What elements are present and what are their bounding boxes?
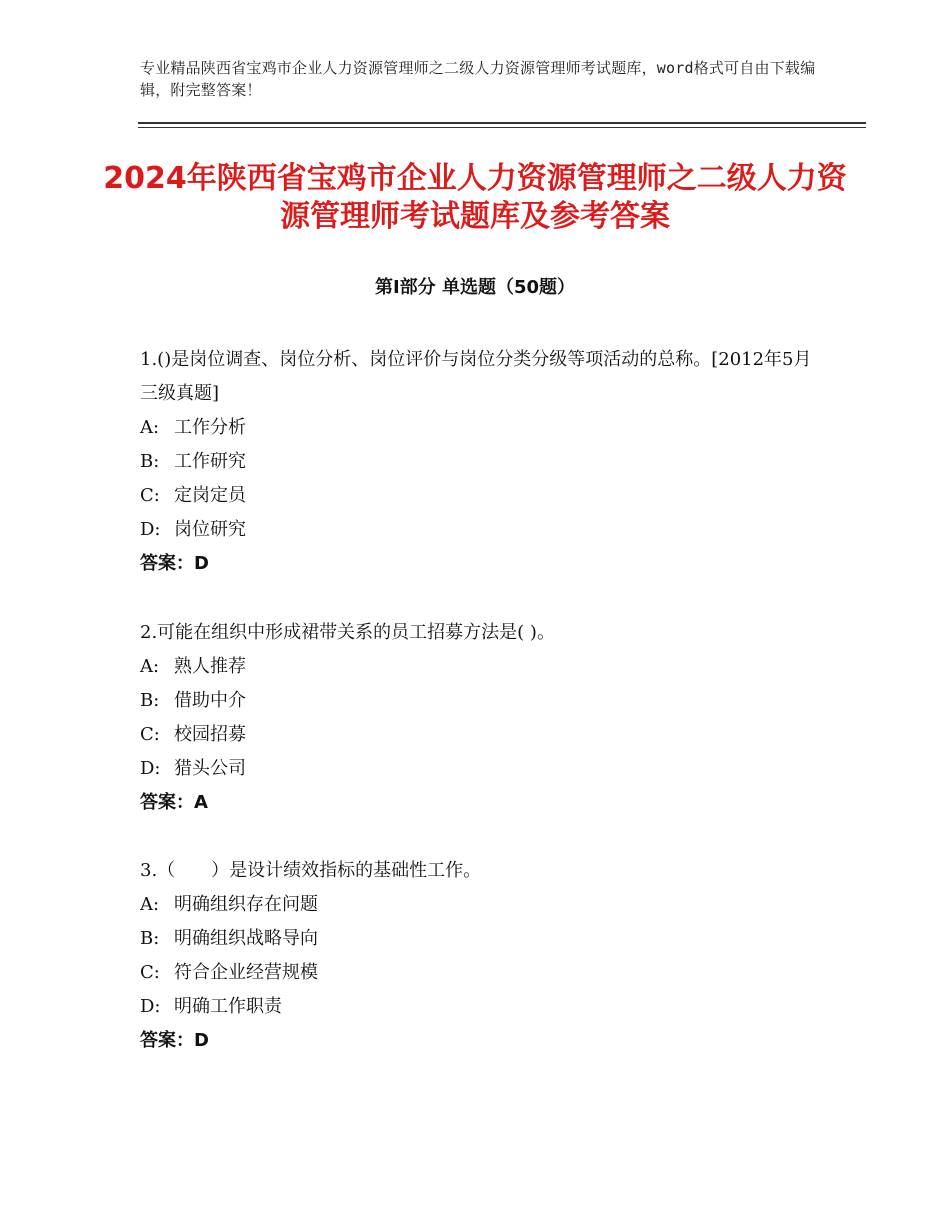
option-d <box>140 990 820 1024</box>
answer-line: 答案：D <box>140 553 209 574</box>
option-letter: D: <box>140 758 161 779</box>
option-text: 明确工作职责 <box>174 996 282 1017</box>
option-text: 借助中介 <box>174 690 246 711</box>
question-stem: 3.（ ）是设计绩效指标的基础性工作。 <box>140 860 482 881</box>
option-text: 符合企业经营规模 <box>174 962 318 983</box>
header-note: 专业精品陕西省宝鸡市企业人力资源管理师之二级人力资源管理师考试题库，word格式可自由下载编辑，附完整答案！ <box>140 59 816 99</box>
option-d <box>140 752 820 786</box>
question-2 <box>140 616 820 820</box>
option-text: 猎头公司 <box>174 758 246 779</box>
question-stem: 1.()是岗位调查、岗位分析、岗位评价与岗位分类分级等项活动的总称。[2012年5月三级真题] <box>140 349 812 404</box>
option-text: 工作研究 <box>174 451 246 472</box>
option-letter: A: <box>140 656 160 677</box>
option-letter: D: <box>140 996 161 1017</box>
option-text: 校园招募 <box>174 724 246 745</box>
question-3 <box>140 854 820 1058</box>
section-heading: 第Ⅰ部分 单选题（50题） <box>374 277 575 298</box>
answer-line: 答案：D <box>140 1030 209 1051</box>
option-letter: B: <box>140 451 160 472</box>
option-text: 岗位研究 <box>174 519 246 540</box>
header-divider-thin <box>138 127 866 128</box>
option-letter: D: <box>140 519 161 540</box>
question-stem: 2.可能在组织中形成裙带关系的员工招募方法是( )。 <box>140 622 555 643</box>
option-a <box>140 650 820 684</box>
option-letter: A: <box>140 417 160 438</box>
option-b <box>140 684 820 718</box>
option-a <box>140 888 820 922</box>
option-b <box>140 922 820 956</box>
option-c <box>140 718 820 752</box>
option-text: 工作分析 <box>174 417 246 438</box>
header-divider-thick <box>138 122 866 124</box>
option-b <box>140 445 820 479</box>
option-d <box>140 513 820 547</box>
option-letter: C: <box>140 485 160 506</box>
option-letter: B: <box>140 928 160 949</box>
option-c <box>140 479 820 513</box>
option-a <box>140 411 820 445</box>
option-text: 明确组织存在问题 <box>174 894 318 915</box>
question-1 <box>140 343 820 581</box>
option-letter: B: <box>140 690 160 711</box>
option-c <box>140 956 820 990</box>
document-title: 2024年陕西省宝鸡市企业人力资源管理师之二级人力资源管理师考试题库及参考答案 <box>103 161 847 234</box>
option-text: 定岗定员 <box>174 485 246 506</box>
option-letter: C: <box>140 962 160 983</box>
answer-line: 答案：A <box>140 792 208 813</box>
option-letter: C: <box>140 724 160 745</box>
option-text: 明确组织战略导向 <box>174 928 318 949</box>
option-letter: A: <box>140 894 160 915</box>
option-text: 熟人推荐 <box>174 656 246 677</box>
